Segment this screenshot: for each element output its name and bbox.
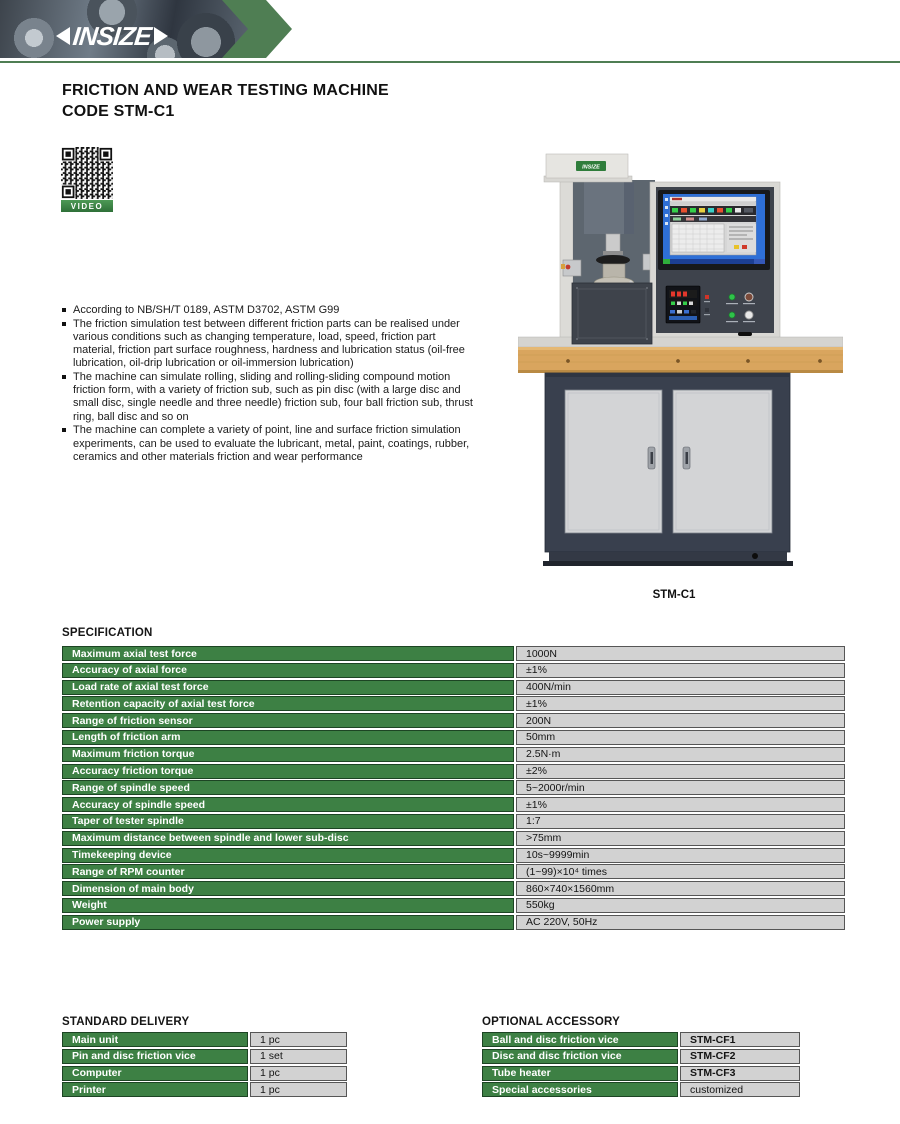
spec-value: 400N/min — [516, 680, 845, 695]
feature-item — [62, 304, 480, 317]
spec-value: ±2% — [516, 764, 845, 779]
spec-value: 1:7 — [516, 814, 845, 829]
spec-value: 5~2000r/min — [516, 780, 845, 795]
logo-text: INSIZE — [71, 21, 153, 51]
logo-left-arrow-icon — [56, 27, 70, 45]
spec-label: Timekeeping device — [62, 848, 514, 863]
table-row — [62, 1082, 347, 1097]
spec-label: Retention capacity of axial test force — [62, 696, 514, 711]
table-row — [62, 848, 845, 863]
table-row — [62, 1032, 347, 1047]
drive-box — [572, 283, 652, 344]
accessory-label: Ball and disc friction vice — [482, 1032, 678, 1047]
delivery-value: 1 pc — [250, 1066, 347, 1081]
spec-label: Taper of tester spindle — [62, 814, 514, 829]
accessory-code: STM-CF1 — [680, 1032, 800, 1047]
optional-accessory-table — [482, 1032, 800, 1099]
bench — [518, 337, 843, 373]
title-line1: FRICTION AND WEAR TESTING MACHINE — [62, 82, 389, 99]
table-row — [62, 696, 845, 711]
feature-item — [62, 371, 480, 424]
spec-value: ±1% — [516, 696, 845, 711]
delivery-label: Pin and disc friction vice — [62, 1049, 248, 1064]
spec-label: Range of friction sensor — [62, 713, 514, 728]
spec-value: 860×740×1560mm — [516, 881, 845, 896]
table-row — [482, 1032, 800, 1047]
spec-value: >75mm — [516, 831, 845, 846]
spec-label: Range of spindle speed — [62, 780, 514, 795]
table-row — [62, 780, 845, 795]
lower-cabinet — [543, 373, 793, 566]
spec-label: Maximum axial test force — [62, 646, 514, 661]
bullet-icon — [62, 308, 66, 312]
table-row — [62, 646, 845, 661]
accessory-label: Tube heater — [482, 1066, 678, 1081]
table-row — [62, 864, 845, 879]
title-line2: CODE STM-C1 — [62, 103, 175, 120]
video-badge: VIDEO — [61, 200, 113, 212]
header-photo-banner — [0, 0, 250, 58]
optional-accessory-heading: OPTIONAL ACCESSORY — [482, 1016, 620, 1028]
bench-handle — [738, 332, 752, 336]
table-row — [62, 915, 845, 930]
table-row — [62, 764, 845, 779]
feature-text: The machine can simulate rolling, sliding and rolling-sliding compound motion friction form, with a variety of friction sub, such as pin disc (with a large disc and small disc, single needle and three needle) friction sub, four ball friction sub, thrust ring, ball disc and so on — [73, 371, 473, 423]
feature-text: The friction simulation test between different friction parts can be realised under various conditions such as changing temperature, load, speed, friction part material, friction part surface roughness, hardness and lubrication status (oil-free lubrication, oil-drip lubrication or oil-immersion lubrication) — [73, 317, 465, 370]
spec-label: Accuracy friction torque — [62, 764, 514, 779]
feature-list — [62, 304, 480, 464]
spec-label: Maximum friction torque — [62, 747, 514, 762]
product-photo — [518, 140, 843, 588]
accessory-label: Special accessories — [482, 1082, 678, 1097]
standard-delivery-table — [62, 1032, 347, 1099]
spec-label: Accuracy of spindle speed — [62, 797, 514, 812]
insize-logo — [56, 23, 168, 49]
accessory-code: STM-CF3 — [680, 1066, 800, 1081]
table-row — [62, 881, 845, 896]
spec-value: 2.5N·m — [516, 747, 845, 762]
monitor — [658, 190, 770, 270]
header-chevron-icon — [222, 0, 294, 58]
spec-label: Weight — [62, 898, 514, 913]
spec-label: Accuracy of axial force — [62, 663, 514, 678]
spec-value: 200N — [516, 713, 845, 728]
delivery-value: 1 pc — [250, 1082, 347, 1097]
table-row — [482, 1049, 800, 1064]
table-row — [482, 1082, 800, 1097]
spec-value: (1~99)×10⁴ times — [516, 864, 845, 879]
table-row — [62, 747, 845, 762]
spec-value: ±1% — [516, 797, 845, 812]
spec-value: ±1% — [516, 663, 845, 678]
spec-value: 550kg — [516, 898, 845, 913]
console-unit — [650, 182, 780, 338]
delivery-label: Computer — [62, 1066, 248, 1081]
spec-label: Load rate of axial test force — [62, 680, 514, 695]
table-row — [62, 713, 845, 728]
delivery-label: Printer — [62, 1082, 248, 1097]
spec-label: Length of friction arm — [62, 730, 514, 745]
delivery-value: 1 pc — [250, 1032, 347, 1047]
accessory-code: customized — [680, 1082, 800, 1097]
spec-value: AC 220V, 50Hz — [516, 915, 845, 930]
spec-label: Maximum distance between spindle and lower sub-disc — [62, 831, 514, 846]
spec-value: 10s~9999min — [516, 848, 845, 863]
bullet-icon — [62, 322, 66, 326]
header-green-rule — [0, 61, 900, 63]
delivery-value: 1 set — [250, 1049, 347, 1064]
bullet-icon — [62, 375, 66, 379]
specification-heading: SPECIFICATION — [62, 627, 153, 639]
specification-table — [62, 646, 845, 932]
feature-text: According to NB/SH/T 0189, ASTM D3702, ASTM G99 — [73, 304, 340, 316]
table-row — [62, 814, 845, 829]
feature-text: The machine can complete a variety of point, line and surface friction simulation experiments, can be used to evaluate the lubricant, metal, paint, coatings, rubber, ceramics and other materials friction and wear performance — [73, 424, 470, 463]
product-title — [62, 80, 389, 122]
accessory-code: STM-CF2 — [680, 1049, 800, 1064]
delivery-label: Main unit — [62, 1032, 248, 1047]
table-row — [62, 797, 845, 812]
accessory-label: Disc and disc friction vice — [482, 1049, 678, 1064]
spec-value: 1000N — [516, 646, 845, 661]
table-row — [62, 1049, 347, 1064]
standard-delivery-heading: STANDARD DELIVERY — [62, 1016, 190, 1028]
product-caption: STM-C1 — [652, 589, 696, 601]
table-row — [62, 831, 845, 846]
table-row — [62, 680, 845, 695]
spec-label: Power supply — [62, 915, 514, 930]
qr-code — [61, 147, 113, 199]
machine-logo: INSIZE — [582, 164, 600, 171]
logo-right-arrow-icon — [154, 27, 168, 45]
table-row — [62, 1066, 347, 1081]
bullet-icon — [62, 428, 66, 432]
table-row — [482, 1066, 800, 1081]
spec-value: 50mm — [516, 730, 845, 745]
spec-label: Dimension of main body — [62, 881, 514, 896]
feature-item — [62, 424, 480, 464]
spec-label: Range of RPM counter — [62, 864, 514, 879]
feature-item — [62, 318, 480, 371]
table-row — [62, 898, 845, 913]
table-row — [62, 730, 845, 745]
table-row — [62, 663, 845, 678]
video-qr-block — [61, 147, 113, 212]
